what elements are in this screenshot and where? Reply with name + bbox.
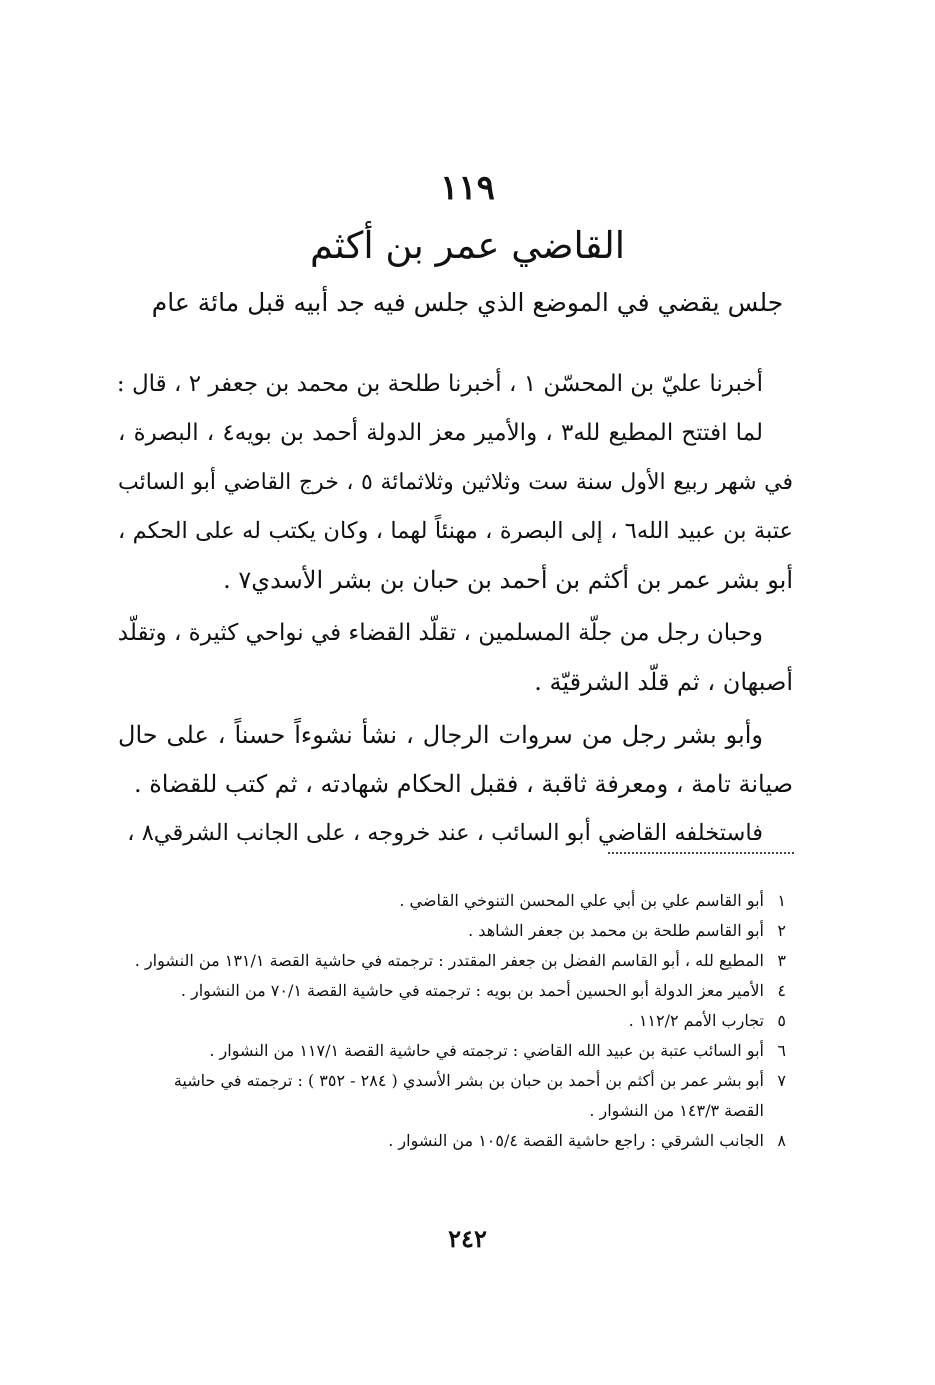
footnote-number: ٢ [777, 921, 786, 940]
footnote-number: ٦ [777, 1041, 786, 1060]
body-line: في شهر ربيع الأول سنة ست وثلاثين وثلاثمائة ٥ ، خرج القاضي أبو السائب [118, 470, 793, 495]
body-line: أبو بشر عمر بن أكثم بن أحمد بن حبان بن بشر الأسدي٧ . [223, 566, 793, 594]
footnote [128, 1066, 786, 1096]
body-line: صيانة تامة ، ومعرفة ثاقبة ، فقبل الحكام شهادته ، ثم كتب للقضاة . [133, 770, 793, 798]
footnote-text: الجانب الشرقي : راجع حاشية القصة ١٠٥/٤ من النشوار . [388, 1131, 764, 1150]
footnote-number: ١ [777, 891, 786, 910]
body-line: أصبهان ، ثم قلّد الشرقيّة . [534, 668, 793, 696]
footnote-text: أبو القاسم طلحة بن محمد بن جعفر الشاهد . [468, 921, 764, 940]
footnote-text: أبو القاسم علي بن أبي علي المحسن التنوخي القاضي . [399, 891, 764, 910]
footnote-continuation: القصة ١٤٣/٣ من النشوار . [589, 1101, 764, 1120]
footnote [128, 1036, 786, 1066]
footnote [128, 946, 786, 976]
footnote [128, 916, 786, 946]
footnote-text: المطيع لله ، أبو القاسم الفضل بن جعفر المقتدر : ترجمته في حاشية القصة ١٣١/١ من النشوار . [134, 951, 764, 970]
footnote [128, 1006, 786, 1036]
footnote [128, 886, 786, 916]
footnote-text: تجارب الأمم ١١٢/٢ . [628, 1011, 764, 1030]
story-body [118, 360, 793, 858]
footnote-number: ٥ [777, 1011, 786, 1030]
story-subtitle: جلس يقضي في الموضع الذي جلس فيه جد أبيه قبل مائة عام [151, 288, 784, 317]
story-number: ١١٩ [440, 168, 495, 208]
footnote-divider [608, 852, 794, 854]
footnote-text: أبو السائب عتبة بن عبيد الله القاضي : ترجمته في حاشية القصة ١١٧/١ من النشوار . [209, 1041, 764, 1060]
footnote [128, 976, 786, 1006]
footnote-number: ٨ [777, 1131, 786, 1150]
footnotes [128, 886, 786, 1156]
story-title: القاضي عمر بن أكثم [309, 224, 626, 267]
footnote-text: الأمير معز الدولة أبو الحسين أحمد بن بويه : ترجمته في حاشية القصة ٧٠/١ من النشوار . [180, 981, 764, 1000]
footnote-number: ٣ [777, 951, 786, 970]
body-line: عتبة بن عبيد الله٦ ، إلى البصرة ، مهنئاً لهما ، وكان يكتب له على الحكم ، [118, 518, 793, 544]
page-number: ٢٤٢ [448, 1224, 487, 1253]
body-line: لما افتتح المطيع لله٣ ، والأمير معز الدولة أحمد بن بويه٤ ، البصرة ، [118, 420, 763, 446]
body-line: وأبو بشر رجل من سروات الرجال ، نشأ نشوءاً حسناً ، على حال [118, 721, 763, 749]
body-line: أخبرنا عليّ بن المحسّن ١ ، أخبرنا طلحة بن محمد بن جعفر ٢ ، قال : [116, 371, 763, 397]
footnote-text: أبو بشر عمر بن أكثم بن أحمد بن حبان بن بشر الأسدي ( ٢٨٤ - ٣٥٢ ) : ترجمته في حاشية [173, 1071, 764, 1090]
footnote [128, 1126, 786, 1156]
footnote-number: ٧ [777, 1071, 786, 1090]
footnote-number: ٤ [777, 981, 786, 1000]
body-line: وحبان رجل من جلّة المسلمين ، تقلّد القضاء في نواحي كثيرة ، وتقلّد [117, 620, 763, 646]
body-line: فاستخلفه القاضي أبو السائب ، عند خروجه ، على الجانب الشرقي٨ ، [127, 820, 763, 846]
